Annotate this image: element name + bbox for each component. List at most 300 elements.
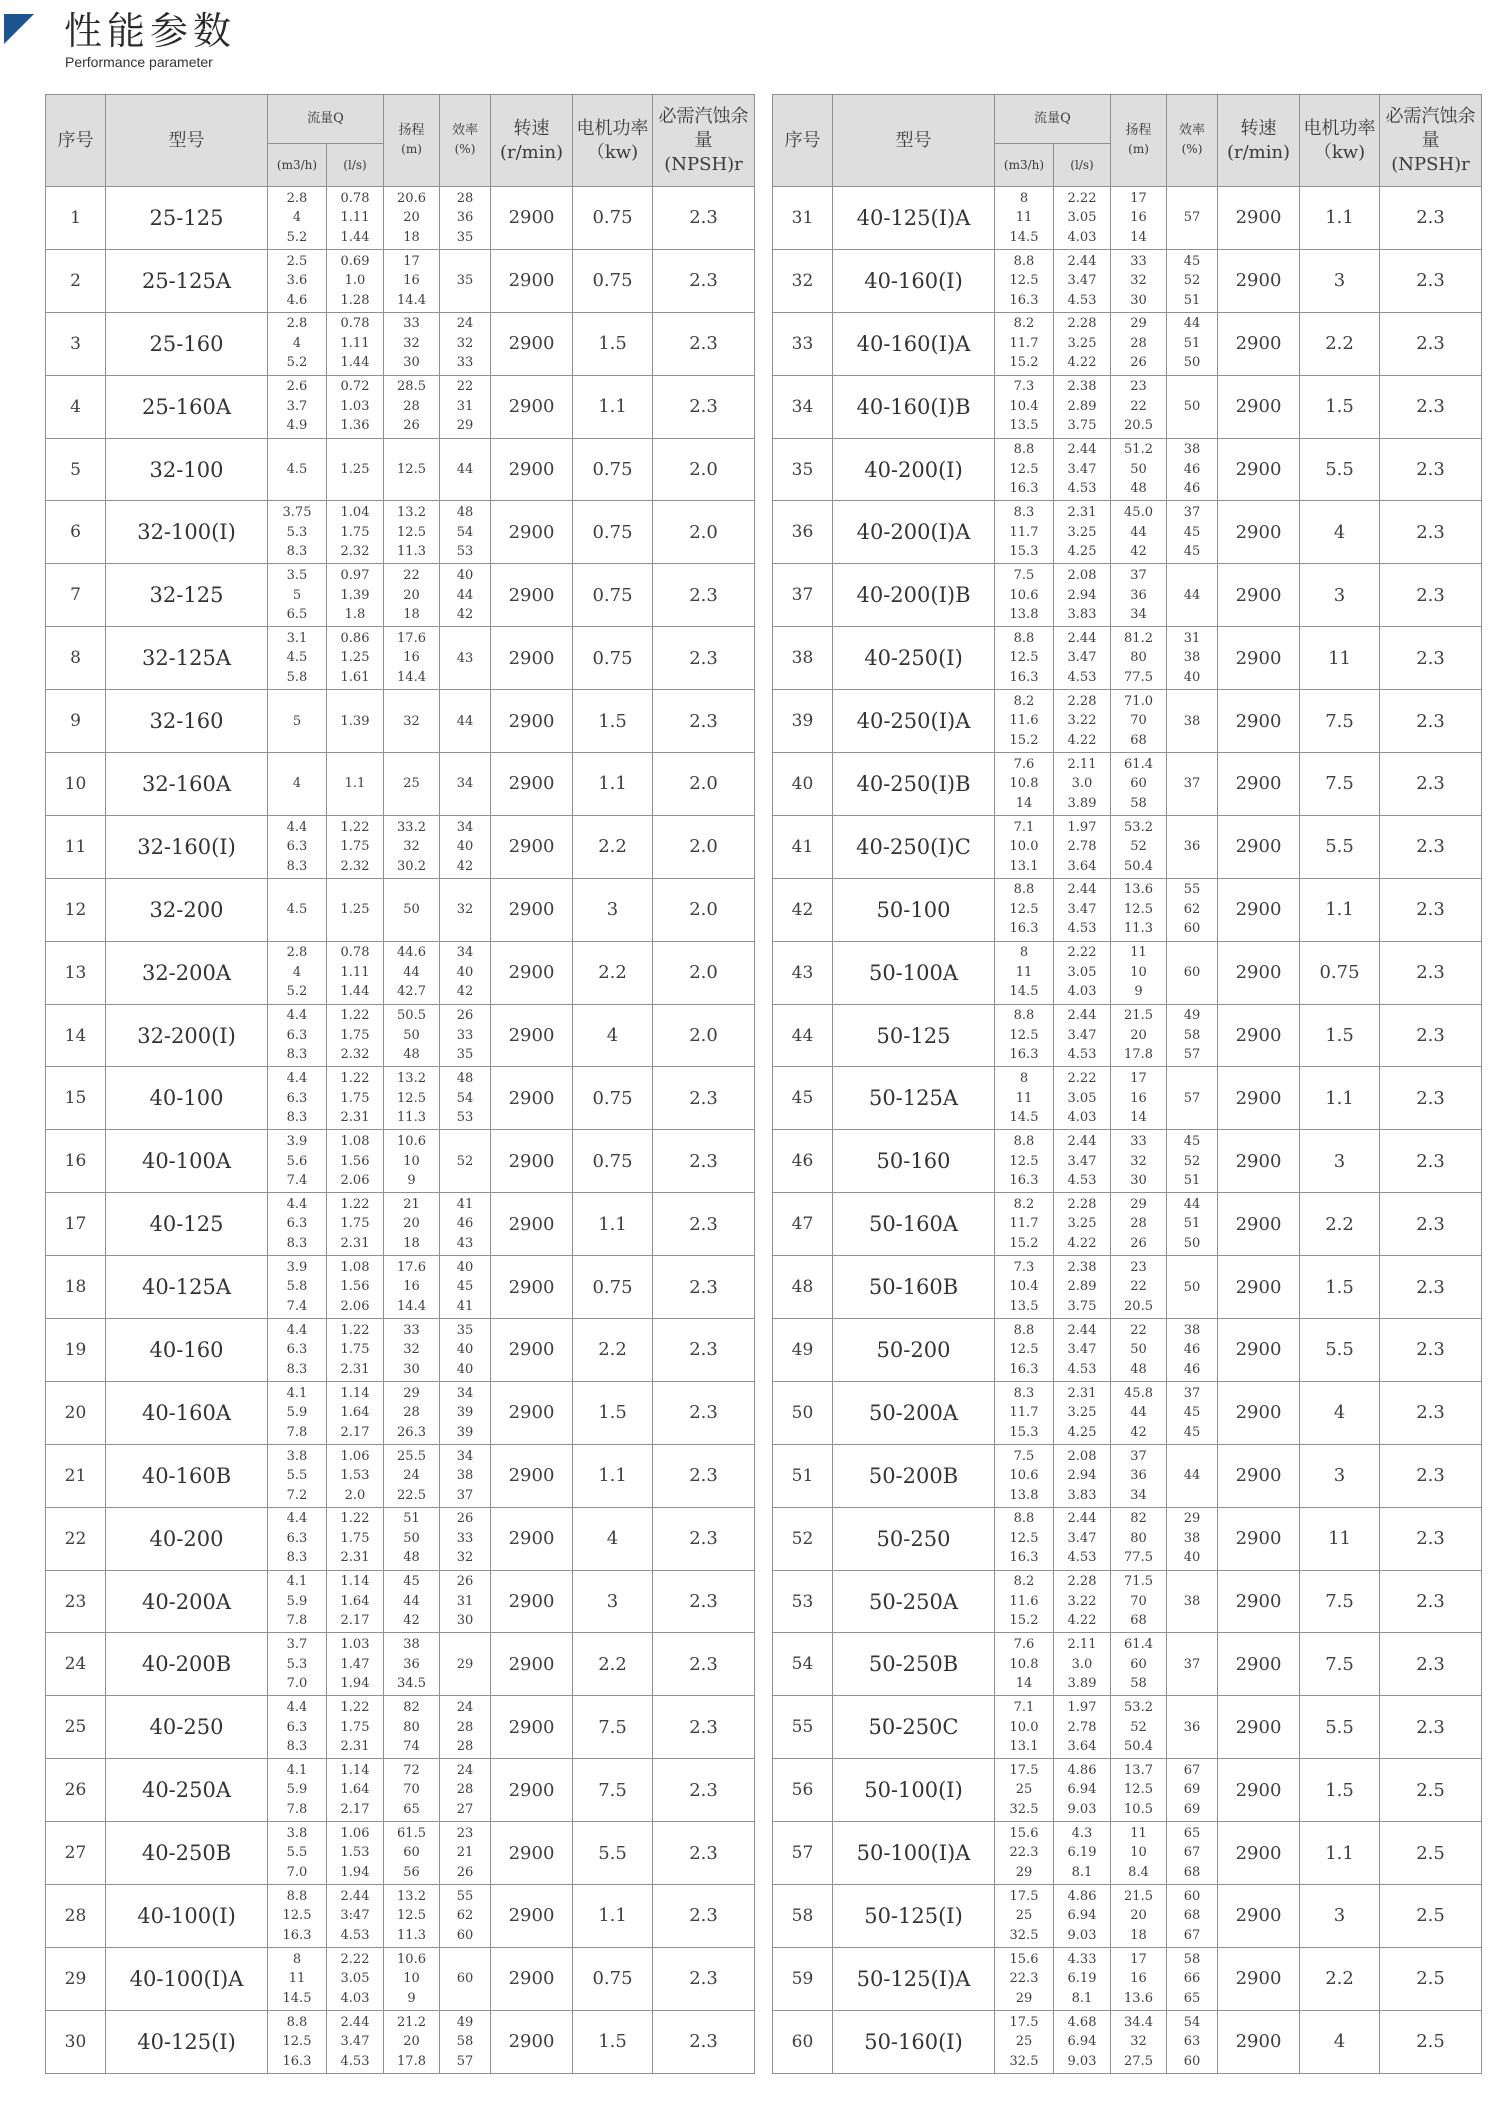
table-row [46, 1193, 755, 1256]
parameter-table [772, 94, 1482, 2074]
cell-value-line: 81.2 [1124, 630, 1153, 646]
cell-value-line: 8 [1019, 190, 1029, 206]
cell-value-line: 13.1 [1009, 858, 1039, 874]
cell-value-line: 11.3 [1124, 921, 1153, 937]
cell-value-line: 3.47 [1067, 461, 1097, 477]
cell-speed: 2900 [491, 438, 573, 501]
cell-value-line: 2.0 [344, 1487, 366, 1503]
cell-value-line: 17.6 [397, 630, 426, 646]
cell-value-line: 5.2 [286, 229, 308, 245]
cell-value-line: 46 [456, 1216, 474, 1232]
cell-value-line: 2.08 [1067, 1448, 1097, 1464]
cell-npsh: 2.3 [1380, 1444, 1482, 1507]
cell-value-line: 71.0 [1124, 693, 1153, 709]
cell-flow-ls [1054, 375, 1111, 438]
cell-value-line: 34.4 [1124, 2014, 1153, 2030]
cell-speed: 2900 [1218, 1947, 1300, 2010]
cell-value-line: 40 [456, 568, 474, 584]
cell-value-line: 40 [456, 839, 474, 855]
cell-seq: 3 [46, 312, 106, 375]
cell-efficiency: 60 [440, 1947, 491, 2010]
cell-value-line: 29 [456, 418, 474, 434]
cell-model: 40-250B [106, 1822, 268, 1885]
eff-label: 效率 [452, 123, 479, 138]
cell-value-line: 29 [1015, 1864, 1033, 1880]
cell-npsh: 2.5 [1380, 1947, 1482, 2010]
cell-value-line: 15.2 [1009, 732, 1039, 748]
cell-value-line: 3.7 [286, 398, 308, 414]
cell-flow-ls [1054, 815, 1111, 878]
cell-value-line: 4.4 [286, 1196, 308, 1212]
col-header-model: 型号 [833, 95, 995, 187]
cell-value-line: 51 [403, 1511, 420, 1527]
table-row [773, 1822, 1482, 1885]
cell-model: 50-100(I) [833, 1759, 995, 1822]
cell-efficiency [1167, 878, 1218, 941]
cell-speed: 2900 [1218, 1004, 1300, 1067]
cell-value-line: 27 [456, 1801, 474, 1817]
cell-value-line: 45 [1183, 253, 1201, 269]
cell-head [384, 1885, 440, 1948]
cell-model: 40-125 [106, 1193, 268, 1256]
cell-value-line: 2.44 [1067, 1511, 1097, 1527]
cell-seq: 46 [773, 1130, 833, 1193]
cell-head [1111, 2010, 1167, 2073]
table-row [773, 2010, 1482, 2073]
cell-value-line: 6.94 [1067, 2034, 1097, 2050]
cell-value-line: 28 [456, 1782, 474, 1798]
cell-power: 2.2 [573, 1633, 653, 1696]
cell-value-line: 8.8 [1013, 882, 1035, 898]
cell-value-line: 50 [403, 1530, 420, 1546]
cell-npsh: 2.3 [653, 1381, 755, 1444]
cell-value-line: 38 [1183, 1322, 1201, 1338]
cell-value-line: 4.53 [1067, 1550, 1097, 1566]
cell-npsh: 2.3 [1380, 1381, 1482, 1444]
cell-flow-m3h [995, 627, 1054, 690]
cell-value-line: 32 [1130, 273, 1147, 289]
cell-npsh: 2.3 [1380, 438, 1482, 501]
cell-flow-m3h [268, 1067, 327, 1130]
cell-npsh: 2.3 [1380, 1004, 1482, 1067]
cell-value-line: 0.78 [340, 945, 370, 961]
cell-npsh: 2.3 [653, 1633, 755, 1696]
cell-value-line: 2.32 [340, 1047, 370, 1063]
cell-value-line: 40 [456, 1361, 474, 1377]
cell-value-line: 7.1 [1013, 819, 1035, 835]
table-row [46, 1633, 755, 1696]
col-header-flow-ls: (l/s) [1054, 144, 1111, 187]
cell-flow-ls [1054, 1696, 1111, 1759]
cell-efficiency [440, 375, 491, 438]
cell-value-line: 34 [1130, 607, 1147, 623]
cell-npsh: 2.0 [653, 753, 755, 816]
table-row [773, 1004, 1482, 1067]
cell-flow-ls [1054, 438, 1111, 501]
cell-value-line: 57 [456, 2053, 474, 2069]
cell-efficiency [1167, 312, 1218, 375]
cell-value-line: 54 [456, 524, 474, 540]
cell-value-line: 8 [1019, 1071, 1029, 1087]
cell-efficiency [440, 1004, 491, 1067]
cell-value-line: 7.6 [1013, 1637, 1035, 1653]
cell-value-line: 44 [1130, 524, 1147, 540]
cell-efficiency: 35 [440, 249, 491, 312]
cell-value-line: 23 [1130, 379, 1147, 395]
cell-power: 5.5 [573, 1822, 653, 1885]
cell-speed: 2900 [491, 1947, 573, 2010]
cell-flow-ls [1054, 1947, 1111, 2010]
cell-value-line: 3.64 [1067, 1739, 1097, 1755]
cell-head [1111, 312, 1167, 375]
cell-power: 0.75 [573, 1067, 653, 1130]
cell-value-line: 12.5 [397, 524, 426, 540]
cell-value-line: 70 [1130, 1593, 1147, 1609]
cell-value-line: 16.3 [1009, 669, 1039, 685]
cell-speed: 2900 [491, 690, 573, 753]
cell-value-line: 29 [1130, 316, 1147, 332]
cell-value-line: 8.2 [1013, 1196, 1035, 1212]
cell-seq: 33 [773, 312, 833, 375]
cell-value-line: 32.5 [1009, 1927, 1039, 1943]
cell-value-line: 4.1 [286, 1385, 308, 1401]
cell-value-line: 11.3 [397, 1927, 426, 1943]
cell-value-line: 26 [403, 418, 420, 434]
cell-value-line: 13.6 [1124, 882, 1153, 898]
col-header-flow-m3h: (m3/h) [268, 144, 327, 187]
table-row [46, 753, 755, 816]
cell-value-line: 51.2 [1124, 442, 1153, 458]
cell-value-line: 2.22 [340, 1951, 370, 1967]
table-row [773, 1507, 1482, 1570]
cell-power: 7.5 [1300, 753, 1380, 816]
cell-flow-m3h [995, 249, 1054, 312]
cell-value-line: 1.64 [340, 1405, 370, 1421]
cell-speed: 2900 [491, 1759, 573, 1822]
cell-value-line: 13.2 [397, 1888, 426, 1904]
cell-value-line: 20 [403, 1216, 420, 1232]
cell-value-line: 13.2 [397, 505, 426, 521]
cell-power: 1.5 [573, 690, 653, 753]
cell-flow-m3h [995, 564, 1054, 627]
cell-value-line: 50 [1183, 1235, 1201, 1251]
cell-value-line: 28 [1130, 1216, 1147, 1232]
cell-value-line: 15.2 [1009, 1613, 1039, 1629]
cell-flow-m3h [268, 1256, 327, 1319]
cell-value-line: 16 [1130, 210, 1147, 226]
cell-speed: 2900 [1218, 438, 1300, 501]
cell-value-line: 11 [1130, 1825, 1147, 1841]
cell-value-line: 48 [403, 1550, 420, 1566]
cell-efficiency [440, 312, 491, 375]
cell-flow-ls: 1.25 [327, 878, 384, 941]
cell-value-line: 3.7 [286, 1637, 308, 1653]
cell-value-line: 1.22 [340, 1071, 370, 1087]
cell-value-line: 65 [1183, 1990, 1201, 2006]
cell-value-line: 1.56 [340, 1279, 370, 1295]
cell-seq: 50 [773, 1381, 833, 1444]
cell-value-line: 30.2 [397, 858, 426, 874]
cell-value-line: 4.4 [286, 1008, 308, 1024]
cell-power: 3 [1300, 1444, 1380, 1507]
cell-value-line: 4.25 [1067, 544, 1097, 560]
cell-value-line: 54 [456, 1090, 474, 1106]
cell-efficiency [1167, 1947, 1218, 2010]
cell-npsh: 2.5 [1380, 2010, 1482, 2073]
cell-seq: 40 [773, 753, 833, 816]
cell-value-line: 68 [1130, 1613, 1147, 1629]
cell-power: 2.2 [1300, 312, 1380, 375]
cell-value-line: 16 [1130, 1971, 1147, 1987]
cell-npsh: 2.3 [1380, 1633, 1482, 1696]
table-row [773, 564, 1482, 627]
cell-value-line: 26.3 [397, 1424, 426, 1440]
cell-value-line: 28 [456, 1739, 474, 1755]
cell-head [384, 501, 440, 564]
cell-speed: 2900 [491, 1004, 573, 1067]
cell-value-line: 17.8 [397, 2053, 426, 2069]
cell-flow-ls [1054, 1004, 1111, 1067]
cell-value-line: 45 [403, 1574, 420, 1590]
cell-value-line: 53.2 [1124, 1700, 1153, 1716]
cell-model: 50-160 [833, 1130, 995, 1193]
cell-value-line: 25.5 [397, 1448, 426, 1464]
cell-value-line: 30 [1130, 292, 1147, 308]
cell-value-line: 1.06 [340, 1448, 370, 1464]
cell-efficiency [1167, 2010, 1218, 2073]
cell-head [384, 1633, 440, 1696]
cell-value-line: 4.03 [1067, 1110, 1097, 1126]
cell-power: 4 [1300, 501, 1380, 564]
cell-value-line: 8 [292, 1951, 302, 1967]
cell-value-line: 11.6 [1009, 1593, 1039, 1609]
cell-model: 40-200 [106, 1507, 268, 1570]
head-label: 扬程 [1125, 123, 1152, 138]
cell-value-line: 6.3 [286, 1216, 308, 1232]
parameter-table-left [45, 94, 754, 2074]
cell-speed: 2900 [1218, 1885, 1300, 1948]
cell-value-line: 12.5 [1009, 650, 1039, 666]
cell-value-line: 2.11 [1067, 1637, 1097, 1653]
cell-value-line: 48 [456, 1071, 474, 1087]
cell-seq: 12 [46, 878, 106, 941]
cell-value-line: 62 [456, 1908, 474, 1924]
cell-value-line: 6.3 [286, 1530, 308, 1546]
cell-value-line: 7.0 [286, 1676, 308, 1692]
cell-value-line: 1.28 [340, 292, 370, 308]
cell-head [384, 564, 440, 627]
table-row [773, 1256, 1482, 1319]
cell-efficiency: 34 [440, 753, 491, 816]
cell-efficiency [440, 941, 491, 1004]
cell-efficiency [440, 1507, 491, 1570]
cell-value-line: 14.5 [1009, 984, 1039, 1000]
cell-value-line: 16.3 [1009, 921, 1039, 937]
cell-efficiency [440, 1885, 491, 1948]
cell-efficiency [1167, 249, 1218, 312]
cell-value-line: 15.2 [1009, 355, 1039, 371]
cell-value-line: 1.44 [340, 355, 370, 371]
cell-speed: 2900 [1218, 1130, 1300, 1193]
cell-model: 50-200B [833, 1444, 995, 1507]
cell-value-line: 37 [1130, 1448, 1147, 1464]
cell-value-line: 20.5 [1124, 1298, 1153, 1314]
cell-head [384, 375, 440, 438]
cell-power: 0.75 [573, 187, 653, 250]
cell-flow-ls [327, 1444, 384, 1507]
cell-value-line: 71.5 [1124, 1574, 1153, 1590]
cell-flow-ls [327, 815, 384, 878]
cell-value-line: 2.38 [1067, 1259, 1097, 1275]
cell-value-line: 50 [1183, 355, 1201, 371]
cell-value-line: 82 [403, 1700, 420, 1716]
cell-speed: 2900 [491, 815, 573, 878]
cell-value-line: 35 [456, 1047, 474, 1063]
cell-npsh: 2.3 [1380, 501, 1482, 564]
cell-npsh: 2.3 [1380, 1696, 1482, 1759]
cell-flow-m3h [995, 187, 1054, 250]
cell-speed: 2900 [1218, 187, 1300, 250]
cell-speed: 2900 [1218, 753, 1300, 816]
cell-value-line: 40 [456, 1342, 474, 1358]
cell-head: 50 [384, 878, 440, 941]
cell-power: 3 [1300, 564, 1380, 627]
cell-speed: 2900 [1218, 1759, 1300, 1822]
table-row [46, 1256, 755, 1319]
cell-value-line: 8.8 [1013, 1008, 1035, 1024]
cell-model: 40-250(I)C [833, 815, 995, 878]
cell-efficiency: 57 [1167, 1067, 1218, 1130]
cell-npsh: 2.3 [653, 312, 755, 375]
head-unit: (m) [1128, 142, 1149, 156]
cell-head [1111, 1633, 1167, 1696]
cell-value-line: 21.5 [1124, 1888, 1153, 1904]
cell-efficiency [1167, 438, 1218, 501]
cell-head: 32 [384, 690, 440, 753]
cell-efficiency [1167, 1319, 1218, 1382]
cell-head [1111, 1507, 1167, 1570]
cell-value-line: 2.31 [340, 1739, 370, 1755]
table-row [46, 1067, 755, 1130]
cell-value-line: 10 [1130, 1845, 1147, 1861]
cell-value-line: 1.14 [340, 1574, 370, 1590]
cell-head [384, 1381, 440, 1444]
cell-value-line: 26 [456, 1574, 474, 1590]
cell-value-line: 2.44 [1067, 1134, 1097, 1150]
cell-model: 50-250B [833, 1633, 995, 1696]
cell-value-line: 2.44 [1067, 1008, 1097, 1024]
eff-label: 效率 [1179, 123, 1206, 138]
cell-value-line: 18 [403, 1235, 420, 1251]
cell-flow-ls [327, 1947, 384, 2010]
cell-flow-m3h [268, 1193, 327, 1256]
cell-value-line: 4.53 [340, 2053, 370, 2069]
cell-speed: 2900 [491, 1570, 573, 1633]
cell-speed: 2900 [1218, 1193, 1300, 1256]
cell-value-line: 10 [403, 1971, 420, 1987]
cell-model: 40-200(I) [833, 438, 995, 501]
cell-value-line: 45 [456, 1279, 474, 1295]
cell-head [1111, 627, 1167, 690]
cell-flow-ls [327, 1822, 384, 1885]
cell-efficiency [440, 1822, 491, 1885]
cell-speed: 2900 [491, 878, 573, 941]
table-row [773, 753, 1482, 816]
cell-value-line: 45.0 [1124, 505, 1153, 521]
cell-value-line: 4.22 [1067, 1235, 1097, 1251]
cell-npsh: 2.0 [653, 941, 755, 1004]
cell-power: 7.5 [573, 1696, 653, 1759]
cell-value-line: 39 [456, 1424, 474, 1440]
cell-value-line: 51 [1183, 335, 1201, 351]
cell-value-line: 8.3 [286, 544, 308, 560]
cell-value-line: 30 [1130, 1173, 1147, 1189]
cell-value-line: 13.2 [397, 1071, 426, 1087]
cell-value-line: 4.22 [1067, 355, 1097, 371]
cell-value-line: 8.8 [1013, 630, 1035, 646]
cell-value-line: 6.5 [286, 607, 308, 623]
cell-flow-ls [327, 249, 384, 312]
cell-value-line: 61.4 [1124, 1637, 1153, 1653]
cell-npsh: 2.3 [1380, 1193, 1482, 1256]
cell-model: 50-125(I)A [833, 1947, 995, 2010]
cell-value-line: 20 [1130, 1027, 1147, 1043]
cell-value-line: 3.25 [1067, 335, 1097, 351]
cell-value-line: 12.5 [1009, 901, 1039, 917]
cell-value-line: 2.06 [340, 1298, 370, 1314]
cell-power: 5.5 [1300, 815, 1380, 878]
cell-flow-ls [1054, 1319, 1111, 1382]
cell-flow-ls [327, 1319, 384, 1382]
cell-speed: 2900 [1218, 564, 1300, 627]
cell-flow-m3h: 5 [268, 690, 327, 753]
table-row [46, 249, 755, 312]
cell-value-line: 11.3 [397, 1110, 426, 1126]
cell-seq: 51 [773, 1444, 833, 1507]
cell-value-line: 39 [456, 1405, 474, 1421]
cell-value-line: 7.4 [286, 1173, 308, 1189]
cell-head [384, 1507, 440, 1570]
cell-value-line: 6.19 [1067, 1845, 1097, 1861]
cell-flow-ls [1054, 187, 1111, 250]
cell-model: 50-125(I) [833, 1885, 995, 1948]
cell-value-line: 12.5 [1009, 461, 1039, 477]
cell-value-line: 45 [1183, 1134, 1201, 1150]
col-header-flow: 流量Q [268, 95, 384, 144]
cell-value-line: 2.6 [286, 379, 308, 395]
cell-value-line: 8.8 [1013, 1322, 1035, 1338]
cell-power: 7.5 [1300, 1570, 1380, 1633]
cell-value-line: 26 [1130, 1235, 1147, 1251]
cell-speed: 2900 [491, 1319, 573, 1382]
cell-flow-m3h [268, 375, 327, 438]
cell-npsh: 2.3 [1380, 1570, 1482, 1633]
cell-value-line: 77.5 [1124, 1550, 1153, 1566]
table-row [773, 187, 1482, 250]
cell-seq: 47 [773, 1193, 833, 1256]
cell-value-line: 37 [1130, 568, 1147, 584]
cell-value-line: 51 [1183, 1216, 1201, 1232]
cell-value-line: 2.8 [286, 945, 308, 961]
cell-value-line: 51 [1183, 1173, 1201, 1189]
cell-value-line: 2.8 [286, 316, 308, 332]
speed-label: 转速 [513, 117, 550, 139]
col-header-flow-ls: (l/s) [327, 144, 384, 187]
cell-power: 11 [1300, 1507, 1380, 1570]
cell-power: 1.1 [1300, 1067, 1380, 1130]
cell-value-line: 46 [1183, 1342, 1201, 1358]
cell-model: 40-200(I)A [833, 501, 995, 564]
